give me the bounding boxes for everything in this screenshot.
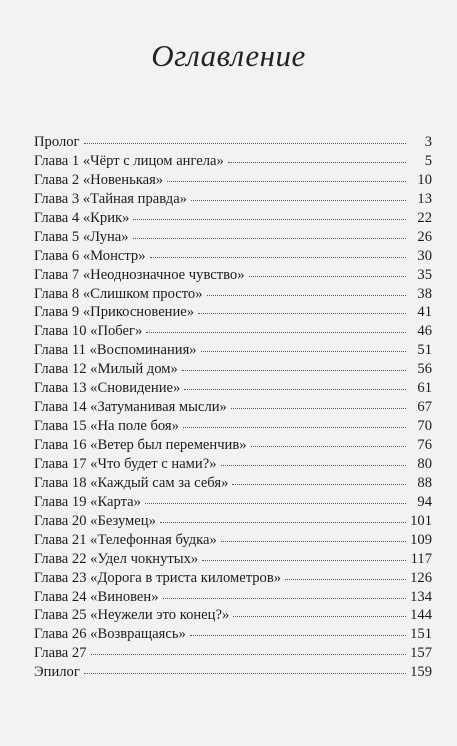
dot-leader bbox=[232, 483, 406, 485]
dot-leader bbox=[184, 388, 406, 390]
toc-entry-page-number: 159 bbox=[410, 664, 432, 681]
toc-entry-page-number: 76 bbox=[417, 437, 432, 453]
dot-leader bbox=[233, 615, 406, 617]
dot-leader bbox=[182, 369, 406, 371]
toc-entry-label: Глава 21 «Телефонная будка» bbox=[34, 531, 217, 548]
toc-entry-label: Глава 22 «Удел чокнутых» bbox=[34, 550, 199, 567]
toc-entry bbox=[34, 436, 432, 455]
toc-entry bbox=[34, 606, 432, 625]
toc-entry-label: Глава 15 «На поле боя» bbox=[34, 418, 179, 435]
toc-entry bbox=[34, 322, 432, 341]
toc-entry-label: Глава 25 «Неужели это конец?» bbox=[34, 607, 230, 624]
dot-leader bbox=[167, 180, 406, 182]
dot-leader bbox=[207, 294, 406, 296]
toc-entry-label: Глава 6 «Монстр» bbox=[34, 247, 146, 264]
dot-leader bbox=[183, 426, 406, 428]
toc-entry-label: Глава 16 «Ветер был переменчив» bbox=[34, 437, 247, 453]
toc-entry bbox=[34, 171, 432, 190]
dot-leader bbox=[221, 540, 406, 542]
dot-leader bbox=[198, 312, 406, 314]
toc-entry-page-number: 46 bbox=[417, 323, 432, 340]
toc-entry-label: Глава 24 «Виновен» bbox=[34, 588, 159, 605]
toc-entry-page-number: 10 bbox=[417, 171, 432, 188]
toc-entry bbox=[34, 417, 432, 436]
toc-entry-page-number: 134 bbox=[410, 588, 432, 605]
toc-entry bbox=[34, 190, 432, 209]
toc-entry-label: Глава 20 «Безумец» bbox=[34, 512, 156, 529]
toc-entry-page-number: 5 bbox=[424, 152, 432, 169]
dot-leader bbox=[285, 578, 406, 580]
toc-entry-page-number: 101 bbox=[410, 512, 432, 529]
toc-entry bbox=[34, 228, 432, 247]
toc-entry bbox=[34, 588, 432, 607]
toc-entry bbox=[34, 133, 432, 152]
dot-leader bbox=[190, 634, 406, 636]
dot-leader bbox=[150, 256, 406, 258]
dot-leader bbox=[228, 161, 406, 163]
toc-entry-page-number: 30 bbox=[417, 247, 432, 264]
toc-entry-page-number: 144 bbox=[410, 607, 432, 624]
toc-entry bbox=[34, 341, 432, 360]
toc-entry-page-number: 94 bbox=[417, 493, 432, 510]
toc-entry bbox=[34, 474, 432, 493]
toc-entry-label: Глава 4 «Крик» bbox=[34, 209, 130, 226]
toc-entry-page-number: 61 bbox=[417, 380, 432, 397]
table-of-contents bbox=[34, 133, 432, 682]
toc-entry-label: Глава 2 «Новенькая» bbox=[34, 171, 164, 188]
toc-entry bbox=[34, 663, 432, 682]
toc-entry bbox=[34, 625, 432, 644]
toc-entry-label: Глава 18 «Каждый сам за себя» bbox=[34, 474, 229, 491]
dot-leader bbox=[202, 559, 406, 561]
toc-entry-page-number: 51 bbox=[417, 342, 432, 359]
toc-entry-page-number: 56 bbox=[417, 361, 432, 378]
toc-entry-page-number: 80 bbox=[417, 455, 432, 472]
dot-leader bbox=[191, 199, 406, 201]
toc-entry-label: Глава 9 «Прикосновение» bbox=[34, 304, 195, 321]
toc-entry-page-number: 41 bbox=[417, 304, 432, 321]
toc-entry-page-number: 22 bbox=[417, 209, 432, 226]
dot-leader bbox=[160, 521, 406, 523]
toc-entry-page-number: 157 bbox=[410, 645, 432, 662]
dot-leader bbox=[84, 672, 406, 674]
dot-leader bbox=[201, 350, 406, 352]
dot-leader bbox=[251, 445, 406, 447]
toc-entry bbox=[34, 644, 432, 663]
toc-entry-page-number: 35 bbox=[417, 266, 432, 283]
toc-entry bbox=[34, 152, 432, 171]
dot-leader bbox=[145, 502, 406, 504]
toc-entry bbox=[34, 247, 432, 266]
toc-entry-label: Глава 3 «Тайная правда» bbox=[34, 190, 187, 207]
dot-leader bbox=[146, 331, 406, 333]
dot-leader bbox=[249, 275, 407, 277]
dot-leader bbox=[91, 653, 406, 655]
toc-entry-page-number: 3 bbox=[424, 134, 432, 150]
dot-leader bbox=[133, 237, 406, 239]
toc-entry-page-number: 38 bbox=[417, 285, 432, 302]
toc-entry-label: Глава 23 «Дорога в триста километров» bbox=[34, 569, 282, 586]
toc-entry bbox=[34, 455, 432, 474]
dot-leader bbox=[231, 407, 406, 409]
toc-entry bbox=[34, 398, 432, 417]
dot-leader bbox=[84, 142, 406, 144]
page-title: Оглавление bbox=[151, 38, 306, 73]
toc-entry-label: Пролог bbox=[34, 134, 80, 150]
toc-entry bbox=[34, 550, 432, 569]
toc-entry bbox=[34, 285, 432, 304]
toc-entry bbox=[34, 569, 432, 588]
toc-entry-label: Глава 19 «Карта» bbox=[34, 493, 141, 510]
toc-entry bbox=[34, 493, 432, 512]
toc-entry bbox=[34, 379, 432, 398]
toc-entry-label: Глава 13 «Сновидение» bbox=[34, 380, 181, 397]
toc-entry-label: Глава 7 «Неоднозначное чувство» bbox=[34, 266, 245, 283]
toc-entry bbox=[34, 209, 432, 228]
toc-entry-label: Глава 8 «Слишком просто» bbox=[34, 285, 203, 302]
toc-entry-label: Глава 11 «Воспоминания» bbox=[34, 342, 197, 359]
toc-entry bbox=[34, 303, 432, 322]
dot-leader bbox=[163, 597, 406, 599]
toc-entry-page-number: 26 bbox=[417, 228, 432, 245]
dot-leader bbox=[133, 218, 406, 220]
toc-entry-page-number: 126 bbox=[410, 569, 432, 586]
toc-entry bbox=[34, 360, 432, 379]
toc-entry-page-number: 70 bbox=[417, 418, 432, 435]
toc-entry-page-number: 67 bbox=[417, 399, 432, 416]
toc-entry-label: Глава 14 «Затуманивая мысли» bbox=[34, 399, 227, 416]
toc-entry-page-number: 13 bbox=[417, 190, 432, 207]
toc-entry-page-number: 117 bbox=[410, 550, 432, 567]
toc-entry-label: Глава 12 «Милый дом» bbox=[34, 361, 178, 378]
toc-entry-label: Глава 26 «Возвращаясь» bbox=[34, 626, 186, 643]
toc-entry-label: Глава 10 «Побег» bbox=[34, 323, 143, 340]
toc-entry-label: Эпилог bbox=[34, 664, 80, 681]
toc-entry bbox=[34, 531, 432, 550]
toc-entry-label: Глава 17 «Что будет с нами?» bbox=[34, 455, 217, 472]
toc-entry-label: Глава 1 «Чёрт с лицом ангела» bbox=[34, 152, 224, 169]
toc-entry bbox=[34, 512, 432, 531]
toc-entry-label: Глава 27 bbox=[34, 645, 87, 662]
toc-entry-page-number: 151 bbox=[410, 626, 432, 643]
dot-leader bbox=[221, 464, 407, 466]
toc-entry-page-number: 88 bbox=[417, 474, 432, 491]
toc-entry bbox=[34, 266, 432, 285]
toc-entry-label: Глава 5 «Луна» bbox=[34, 228, 129, 245]
toc-entry-page-number: 109 bbox=[410, 531, 432, 548]
